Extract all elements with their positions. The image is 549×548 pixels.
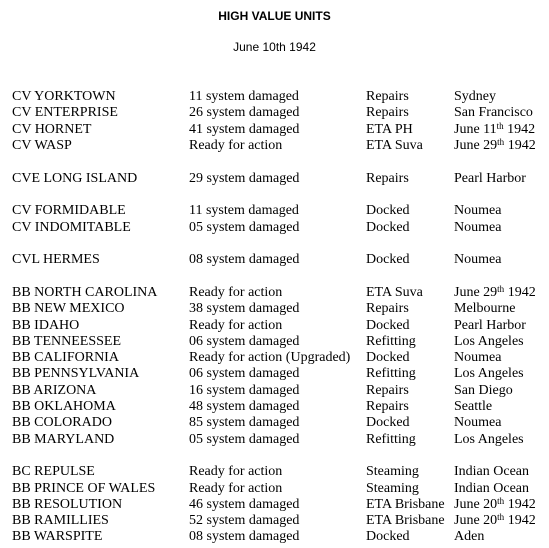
unit-name: CVL HERMES	[12, 252, 100, 268]
group-spacer	[12, 269, 547, 285]
unit-row	[12, 285, 547, 301]
unit-name: BB NEW MEXICO	[12, 301, 125, 317]
ordinal-suffix: th	[497, 136, 505, 147]
unit-row	[12, 497, 547, 513]
unit-status: 85 system damaged	[189, 415, 300, 431]
units-table	[12, 89, 547, 546]
unit-name: CVE LONG ISLAND	[12, 170, 138, 186]
unit-row	[12, 122, 547, 138]
location-text: June 11	[454, 121, 497, 137]
unit-location: San Francisco	[454, 105, 533, 121]
unit-state: ETA Brisbane	[366, 513, 445, 529]
unit-status: 05 system damaged	[189, 431, 300, 447]
unit-row	[12, 529, 547, 545]
unit-name: CV YORKTOWN	[12, 89, 116, 104]
unit-location: Indian Ocean	[454, 480, 530, 496]
unit-row	[12, 89, 547, 105]
ordinal-suffix: th	[496, 120, 504, 131]
unit-state: ETA PH	[366, 121, 413, 137]
unit-location: San Diego	[454, 382, 513, 398]
unit-status: Ready for action	[189, 480, 283, 496]
unit-status: 11 system damaged	[189, 89, 299, 104]
unit-state: Repairs	[366, 399, 409, 415]
unit-row	[12, 334, 547, 350]
unit-status: Ready for action (Upgraded)	[189, 350, 351, 366]
unit-row	[12, 513, 547, 529]
unit-status: 41 system damaged	[189, 121, 300, 137]
unit-status: Ready for action	[189, 464, 283, 480]
unit-state: ETA Brisbane	[366, 496, 445, 512]
unit-row	[12, 203, 547, 219]
unit-name: BC REPULSE	[12, 464, 95, 480]
unit-location	[454, 122, 535, 138]
unit-state: Docked	[366, 252, 410, 268]
ordinal-suffix: th	[497, 283, 505, 294]
unit-row	[12, 481, 547, 497]
location-year: 1942	[504, 496, 536, 512]
unit-state: Docked	[366, 203, 410, 219]
unit-row	[12, 415, 547, 431]
unit-row	[12, 105, 547, 121]
unit-row	[12, 366, 547, 382]
unit-location: Aden	[454, 529, 485, 545]
unit-row	[12, 171, 547, 187]
unit-status: Ready for action	[189, 317, 283, 333]
unit-name: BB CALIFORNIA	[12, 350, 119, 366]
unit-name: CV ENTERPRISE	[12, 105, 118, 121]
unit-state: Repairs	[366, 382, 409, 398]
unit-status: 16 system damaged	[189, 382, 300, 398]
location-text: June 20	[454, 496, 498, 512]
unit-row	[12, 220, 547, 236]
unit-state: Docked	[366, 219, 410, 235]
location-text: June 20	[454, 513, 498, 529]
unit-status: 06 system damaged	[189, 333, 300, 349]
unit-name: BB RAMILLIES	[12, 513, 109, 529]
unit-status: 48 system damaged	[189, 399, 300, 415]
unit-location	[454, 513, 536, 529]
unit-state: Repairs	[366, 89, 409, 104]
unit-state: Refitting	[366, 366, 416, 382]
group-spacer	[12, 187, 547, 203]
unit-name: BB COLORADO	[12, 415, 112, 431]
unit-location: Noumea	[454, 415, 502, 431]
location-year: 1942	[504, 513, 536, 529]
unit-status: 08 system damaged	[189, 252, 300, 268]
unit-row	[12, 432, 547, 448]
unit-location: Pearl Harbor	[454, 170, 526, 186]
group-spacer	[12, 236, 547, 252]
unit-status: 38 system damaged	[189, 301, 300, 317]
report-date: June 10th 1942	[233, 40, 316, 54]
unit-location: Pearl Harbor	[454, 317, 526, 333]
unit-name: CV FORMIDABLE	[12, 203, 126, 219]
unit-status: 29 system damaged	[189, 170, 300, 186]
unit-location	[454, 138, 536, 154]
unit-state: Docked	[366, 350, 410, 366]
unit-name: CV WASP	[12, 137, 72, 153]
unit-status: 06 system damaged	[189, 366, 300, 382]
unit-name: BB NORTH CAROLINA	[12, 284, 158, 300]
unit-state: ETA Suva	[366, 137, 423, 153]
unit-status: 11 system damaged	[189, 203, 299, 219]
unit-name: CV INDOMITABLE	[12, 219, 131, 235]
unit-state: Repairs	[366, 301, 409, 317]
unit-state: Docked	[366, 529, 410, 545]
unit-state: Repairs	[366, 170, 409, 186]
unit-location	[454, 285, 536, 301]
unit-location: Los Angeles	[454, 431, 524, 447]
group-spacer	[12, 154, 547, 170]
location-text: June 29	[454, 137, 498, 153]
unit-location: Melbourne	[454, 301, 516, 317]
unit-location: Indian Ocean	[454, 464, 530, 480]
unit-location: Noumea	[454, 350, 502, 366]
ordinal-suffix: th	[497, 512, 505, 523]
unit-location: Noumea	[454, 203, 502, 219]
unit-location: Noumea	[454, 219, 502, 235]
unit-state: Steaming	[366, 464, 419, 480]
unit-location: Seattle	[454, 399, 493, 415]
ordinal-suffix: th	[497, 495, 505, 506]
unit-name: BB WARSPITE	[12, 529, 103, 545]
unit-row	[12, 464, 547, 480]
unit-name: BB MARYLAND	[12, 431, 115, 447]
unit-state: Refitting	[366, 333, 416, 349]
unit-name: BB IDAHO	[12, 317, 80, 333]
unit-status: 26 system damaged	[189, 105, 300, 121]
unit-name: BB ARIZONA	[12, 382, 97, 398]
unit-state: Repairs	[366, 105, 409, 121]
unit-status: Ready for action	[189, 137, 283, 153]
unit-state: ETA Suva	[366, 284, 423, 300]
unit-status: 46 system damaged	[189, 496, 300, 512]
group-spacer	[12, 448, 547, 464]
unit-row	[12, 138, 547, 154]
unit-location: Sydney	[454, 89, 496, 104]
page-title: HIGH VALUE UNITS	[218, 9, 331, 23]
unit-state: Steaming	[366, 480, 419, 496]
unit-row	[12, 350, 547, 366]
unit-location	[454, 497, 536, 513]
unit-name: BB RESOLUTION	[12, 496, 123, 512]
location-year: 1942	[504, 137, 536, 153]
unit-row	[12, 318, 547, 334]
unit-state: Docked	[366, 317, 410, 333]
unit-status: 08 system damaged	[189, 529, 300, 545]
location-year: 1942	[503, 121, 536, 137]
unit-name: BB TENNEESSEE	[12, 333, 122, 349]
unit-location: Los Angeles	[454, 366, 524, 382]
unit-location: Noumea	[454, 252, 502, 268]
location-year: 1942	[504, 284, 536, 300]
unit-state: Docked	[366, 415, 410, 431]
location-text: June 29	[454, 284, 498, 300]
unit-row	[12, 399, 547, 415]
unit-row	[12, 252, 547, 268]
unit-name: BB OKLAHOMA	[12, 399, 116, 415]
unit-status: 05 system damaged	[189, 219, 300, 235]
unit-row	[12, 301, 547, 317]
unit-location: Los Angeles	[454, 333, 524, 349]
unit-status: Ready for action	[189, 284, 283, 300]
unit-status: 52 system damaged	[189, 513, 300, 529]
unit-state: Refitting	[366, 431, 416, 447]
unit-row	[12, 383, 547, 399]
unit-name: CV HORNET	[12, 121, 92, 137]
unit-name: BB PRINCE OF WALES	[12, 480, 156, 496]
unit-name: BB PENNSYLVANIA	[12, 366, 140, 382]
